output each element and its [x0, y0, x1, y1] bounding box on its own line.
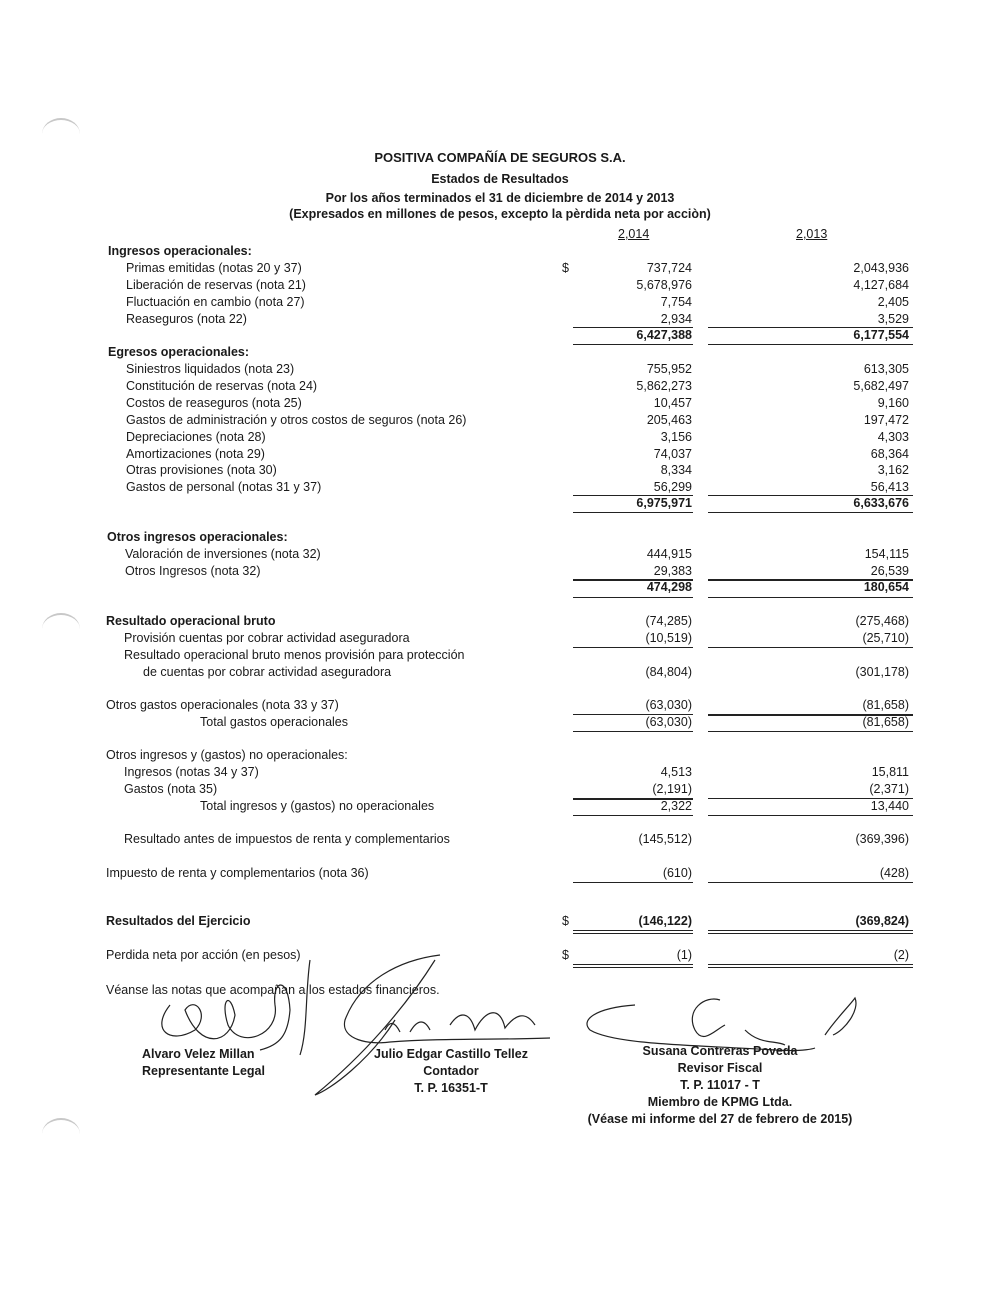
total-rule	[708, 815, 913, 816]
signer-role: Representante Legal	[142, 1064, 265, 1078]
double-rule	[573, 930, 693, 934]
table-row: Gastos de personal (notas 31 y 37) 56,299 56,413	[126, 480, 909, 494]
footnote: Véanse las notas que acompañan a los estados financieros.	[106, 983, 440, 997]
subtotal-row: 474,298 180,654	[646, 580, 909, 594]
total-rule	[573, 597, 693, 598]
table-row: Provisión cuentas por cobrar actividad aseguradora (10,519) (25,710)	[124, 631, 909, 645]
eps-row: Perdida neta por acción (en pesos) $ (1) (2)	[106, 948, 909, 962]
statement-title: Estados de Resultados	[431, 172, 569, 186]
table-row: Gastos (nota 35) (2,191) (2,371)	[124, 782, 909, 796]
currency-symbol: $	[562, 261, 569, 275]
column-header-2014: 2,014	[618, 227, 650, 241]
table-row: Primas emitidas (notas 20 y 37) $ 737,724 2,043,936	[126, 261, 909, 275]
signer-role: Revisor Fiscal	[677, 1061, 763, 1075]
net-result-row: Resultados del Ejercicio $ (146,122) (369,824)	[106, 914, 909, 928]
section-heading: Otros ingresos operacionales:	[107, 530, 288, 544]
signature-legal	[142, 1046, 265, 1080]
section-heading: Ingresos operacionales:	[108, 244, 252, 258]
hole-punch-mark	[42, 118, 80, 150]
hole-punch-mark	[42, 1118, 80, 1150]
double-rule	[708, 964, 913, 968]
statement-units: (Expresados en millones de pesos, excepto la pèrdida neta por acciòn)	[289, 207, 711, 221]
table-row: Resultado operacional bruto (74,285) (275,468)	[106, 614, 909, 628]
total-row: Total ingresos y (gastos) no operacionales 2,322 13,440	[200, 799, 909, 813]
table-row: Constitución de reservas (nota 24) 5,862,273 5,682,497	[126, 379, 909, 393]
table-row: Impuesto de renta y complementarios (nota 36) (610) (428)	[106, 866, 909, 880]
table-row: de cuentas por cobrar actividad aseguradora (84,804) (301,178)	[143, 665, 909, 679]
total-rule	[708, 597, 913, 598]
total-rule	[573, 512, 693, 513]
currency-symbol: $	[562, 948, 569, 962]
table-row: Liberación de reservas (nota 21) 5,678,976 4,127,684	[126, 278, 909, 292]
signer-firm: Miembro de KPMG Ltda.	[647, 1095, 793, 1109]
section-heading: Egresos operacionales:	[108, 345, 250, 359]
total-rule	[708, 512, 913, 513]
table-row: Amortizaciones (nota 29) 74,037 68,364	[126, 447, 909, 461]
currency-symbol: $	[562, 914, 569, 928]
double-rule	[573, 964, 693, 968]
subtotal-row: 6,427,388 6,177,554	[636, 328, 909, 342]
signature-scribble-legal	[140, 955, 320, 1055]
table-row: Otras provisiones (nota 30) 8,334 3,162	[126, 463, 909, 477]
signer-license: T. P. 11017 - T	[680, 1078, 760, 1092]
table-row: Reaseguros (nota 22) 2,934 3,529	[126, 312, 909, 326]
subtotal-row: 6,975,971 6,633,676	[636, 496, 909, 510]
table-row: Fluctuación en cambio (nota 27) 7,754 2,405	[126, 295, 909, 309]
table-row: Siniestros liquidados (nota 23) 755,952 613,305	[126, 362, 909, 376]
table-row: Gastos de administración y otros costos de seguros (nota 26) 205,463 197,472	[126, 413, 909, 427]
table-row: Costos de reaseguros (nota 25) 10,457 9,160	[126, 396, 909, 410]
statement-period: Por los años terminados el 31 de diciembre de 2014 y 2013	[325, 191, 675, 205]
total-rule	[573, 815, 693, 816]
signer-role: Contador	[423, 1064, 479, 1078]
signature-contador	[346, 1046, 556, 1097]
subtotal-rule	[708, 882, 913, 883]
table-row: Resultado antes de impuestos de renta y complementarios (145,512) (369,396)	[124, 832, 909, 846]
signer-name: Susana Contreras Poveda	[642, 1044, 798, 1058]
table-row: Otros gastos operacionales (nota 33 y 37) (63,030) (81,658)	[106, 698, 909, 712]
table-row: Otros Ingresos (nota 32) 29,383 26,539	[125, 564, 909, 578]
total-rule	[573, 731, 693, 732]
signer-report-note: (Véase mi informe del 27 de febrero de 2015)	[587, 1112, 853, 1126]
column-header-2013: 2,013	[796, 227, 828, 241]
company-name: POSITIVA COMPAÑÍA DE SEGUROS S.A.	[374, 150, 626, 165]
table-row: Ingresos (notas 34 y 37) 4,513 15,811	[124, 765, 909, 779]
total-rule	[708, 731, 913, 732]
table-row-label: Resultado operacional bruto menos provisión para protección	[124, 648, 465, 662]
signer-name: Alvaro Velez Millan	[142, 1047, 255, 1061]
double-rule	[708, 930, 913, 934]
table-row: Depreciaciones (nota 28) 3,156 4,303	[126, 430, 909, 444]
table-row: Valoración de inversiones (nota 32) 444,915 154,115	[125, 547, 909, 561]
signature-revisor	[560, 1043, 880, 1128]
signer-name: Julio Edgar Castillo Tellez	[374, 1047, 528, 1061]
total-row: Total gastos operacionales (63,030) (81,658)	[200, 715, 909, 729]
signer-license: T. P. 16351-T	[414, 1081, 488, 1095]
section-heading: Otros ingresos y (gastos) no operacionales:	[106, 748, 348, 762]
subtotal-rule	[573, 882, 693, 883]
